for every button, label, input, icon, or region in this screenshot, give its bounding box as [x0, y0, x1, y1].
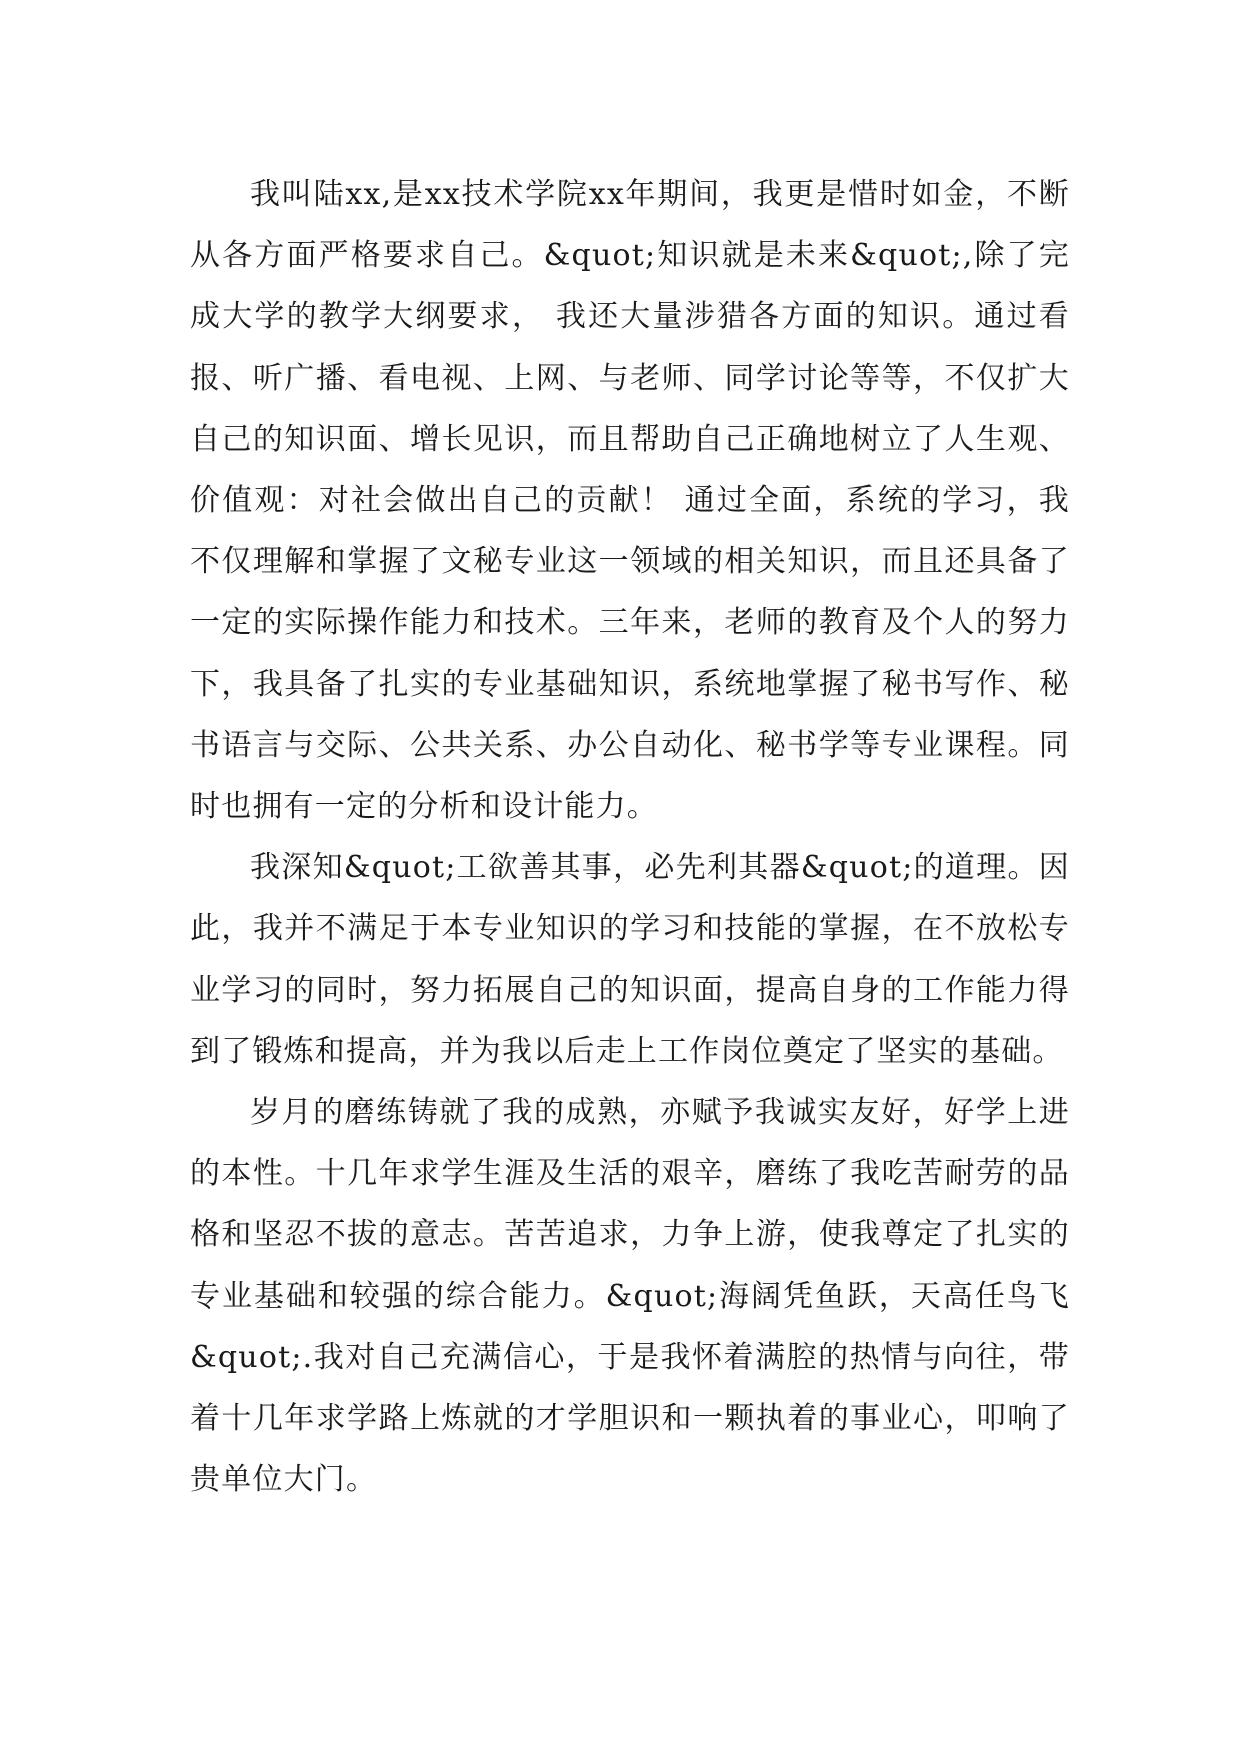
paragraph-3: 岁月的磨练铸就了我的成熟，亦赋予我诚实友好，好学上进的本性。十几年求学生涯及生活的艰辛，磨练了我吃苦耐劳的品格和坚忍不拔的意志。苦苦追求，力争上游，使我尊定了扎实的专业基础和较强的综合能力。&quot;海阔凭鱼跃，天高任鸟飞&quot;.我对自己充满信心，于是我怀着满腔的热情与向往，带着十几年求学路上炼就的才学胆识和一颗执着的事业心，叩响了贵单位大门。 — [190, 1095, 1070, 1498]
document-body — [190, 164, 1070, 1510]
paragraph-2: 我深知&quot;工欲善其事，必先利其器&quot;的道理。因此，我并不满足于本专业知识的学习和技能的掌握，在不放松专业学习的同时，努力拓展自己的知识面，提高自身的工作能力得到了锻炼和提高，并为我以后走上工作岗位奠定了坚实的基础。 — [190, 850, 1070, 1069]
paragraph-1: 我叫陆xx,是xx技术学院xx年期间，我更是惜时如金，不断从各方面严格要求自己。&quot;知识就是未来&quot;,除了完成大学的教学大纲要求， 我还大量涉猎各方面的知识。通过看报、听广播、看电视、上网、与老师、同学讨论等等，不仅扩大自己的知识面、增长见识，而且帮助自己正确地树立了人生观、价值观：对社会做出自己的贡献！ 通过全面，系统的学习，我不仅理解和掌握了文秘专业这一领域的相关知识，而且还具备了一定的实际操作能力和技术。三年来，老师的教育及个人的努力下，我具备了扎实的专业基础知识，系统地掌握了秘书写作、秘书语言与交际、公共关系、办公自动化、秘书学等专业课程。同时也拥有一定的分析和设计能力。 — [190, 177, 1070, 825]
